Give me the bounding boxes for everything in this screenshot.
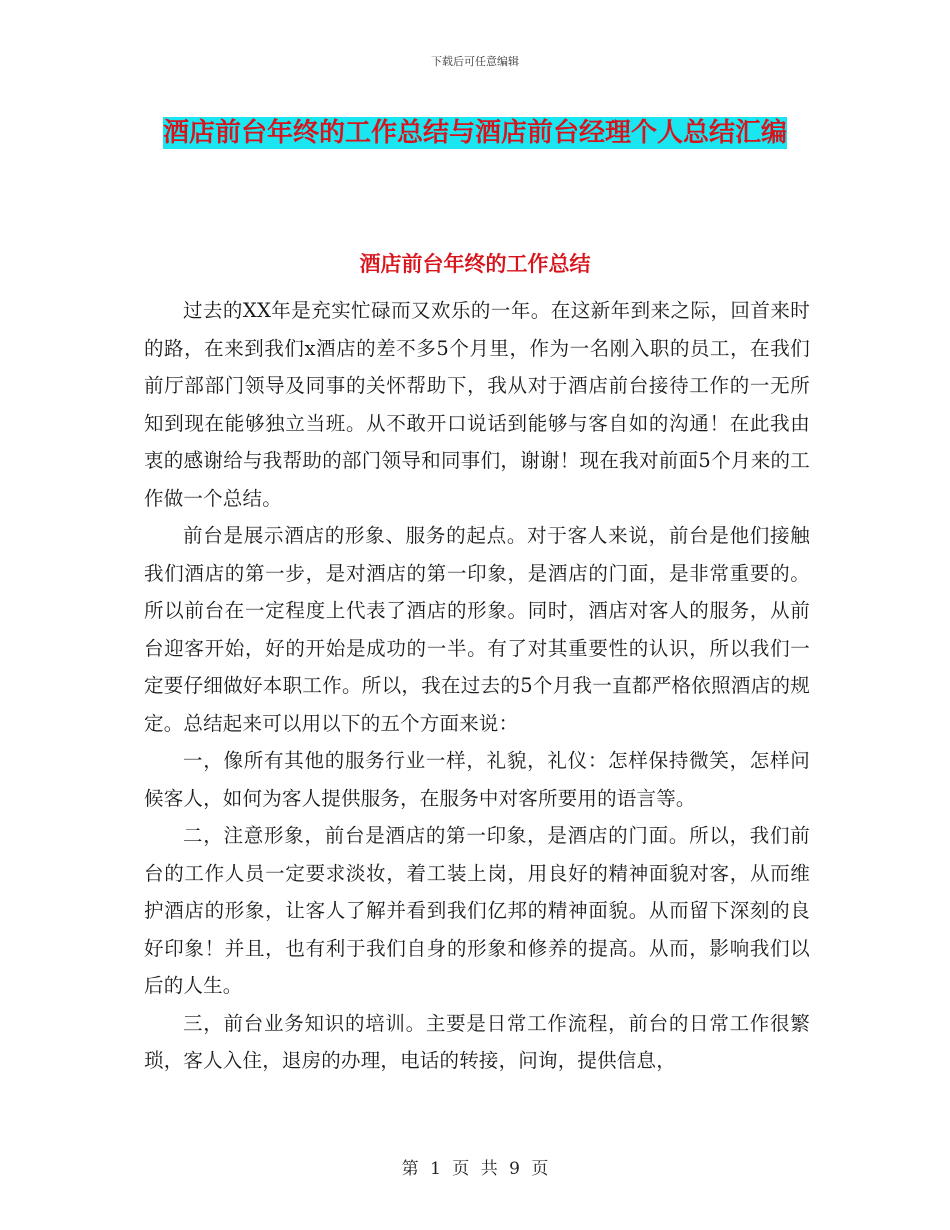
paragraph: 二，注意形象，前台是酒店的第一印象，是酒店的门面。所以，我们前台的工作人员一定要求淡妆，着工装上岗，用良好的精神面貌对客，从而维护酒店的形象，让客人了解并看到我们亿邦的精神面貌。从而留下深刻的良好印象！并且，也有利于我们自身的形象和修养的提高。从而，影响我们以后的人生。 [144,824,810,997]
document-body [144,292,810,1080]
paragraph: 前台是展示酒店的形象、服务的起点。对于客人来说，前台是他们接触我们酒店的第一步，是对酒店的第一印象，是酒店的门面，是非常重要的。所以前台在一定程度上代表了酒店的形象。同时，酒店对客人的服务，从前台迎客开始，好的开始是成功的一半。有了对其重要性的认识，所以我们一定要仔细做好本职工作。所以，我在过去的5个月我一直都严格依照酒店的规定。总结起来可以用以下的五个方面来说： [144,524,810,735]
document-title-text: 酒店前台年终的工作总结与酒店前台经理个人总结汇编 [162,118,787,148]
paragraph: 过去的XX年是充实忙碌而又欢乐的一年。在这新年到来之际，回首来时的路，在来到我们x酒店的差不多5个月里，作为一名刚入职的员工，在我们前厅部部门领导及同事的关怀帮助下，我从对于酒店前台接待工作的一无所知到现在能够独立当班。从不敢开口说话到能够与客自如的沟通！在此我由衷的感谢给与我帮助的部门领导和同事们，谢谢！现在我对前面5个月来的工作做一个总结。 [144,299,810,510]
paragraph: 一，像所有其他的服务行业一样，礼貌，礼仪：怎样保持微笑，怎样问候客人，如何为客人提供服务，在服务中对客所要用的语言等。 [144,749,810,810]
section-title: 酒店前台年终的工作总结 [359,252,591,276]
header-note: 下载后可任意编辑 [431,55,519,68]
paragraph: 三，前台业务知识的培训。主要是日常工作流程，前台的日常工作很繁琐，客人入住，退房的办理，电话的转接，问询，提供信息， [144,1011,810,1072]
page-number: 第 1 页 共 9 页 [401,1159,549,1179]
document-title [140,112,810,154]
